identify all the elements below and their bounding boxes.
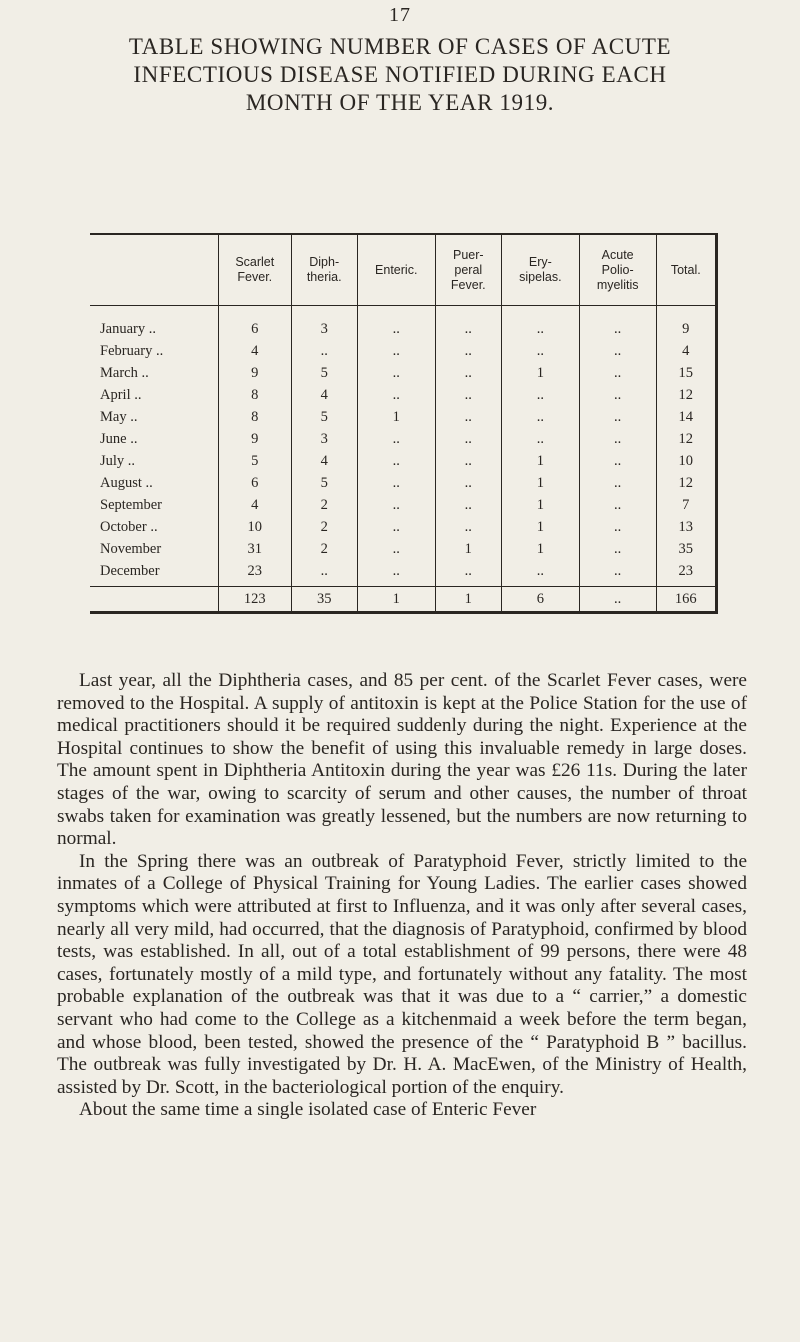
- case-count-cell: 5: [219, 450, 292, 472]
- case-count-cell: ..: [579, 340, 656, 362]
- table-row: [90, 494, 717, 516]
- case-count-cell: ..: [357, 306, 435, 341]
- case-count-cell: 4: [219, 494, 292, 516]
- case-count-cell: ..: [579, 494, 656, 516]
- table-row: [90, 516, 717, 538]
- column-header-line: Fever.: [450, 277, 486, 292]
- case-count-cell: ..: [501, 406, 579, 428]
- case-count-cell: ..: [435, 428, 501, 450]
- table-row: [90, 560, 717, 587]
- month-cell: February ..: [100, 342, 164, 359]
- case-count-cell: 5: [291, 472, 357, 494]
- total-cell: 35: [291, 587, 357, 613]
- case-count-cell: ..: [501, 306, 579, 341]
- table-body: [90, 306, 717, 613]
- case-count-cell: ..: [357, 472, 435, 494]
- case-count-cell: ..: [435, 406, 501, 428]
- case-count-cell: ..: [579, 516, 656, 538]
- total-cell: ..: [579, 587, 656, 613]
- total-cell: 1: [435, 587, 501, 613]
- total-cell: 1: [357, 587, 435, 613]
- case-count-cell: 5: [291, 362, 357, 384]
- case-count-cell: 23: [656, 560, 716, 587]
- column-header-line: Polio-: [601, 262, 634, 277]
- case-count-cell: 12: [656, 384, 716, 406]
- body-text: [57, 670, 747, 1122]
- case-count-cell: 8: [219, 384, 292, 406]
- table-row: [90, 450, 717, 472]
- case-count-cell: ..: [357, 538, 435, 560]
- column-header-line: Scarlet: [235, 255, 275, 269]
- case-count-cell: 1: [501, 472, 579, 494]
- case-count-cell: ..: [357, 450, 435, 472]
- case-count-cell: ..: [435, 362, 501, 384]
- totals-label-cell: [90, 587, 219, 613]
- table-row: [90, 428, 717, 450]
- column-header-line: Fever.: [237, 270, 273, 284]
- case-count-cell: 2: [291, 494, 357, 516]
- month-cell: August ..: [100, 474, 153, 491]
- case-count-cell: 4: [291, 450, 357, 472]
- column-header: [219, 234, 292, 306]
- column-header: [435, 234, 501, 306]
- case-count-cell: 14: [656, 406, 716, 428]
- page-number: 17: [389, 4, 411, 26]
- totals-row: [90, 587, 717, 613]
- table-row: [90, 306, 717, 341]
- case-count-cell: 1: [501, 450, 579, 472]
- column-header-line: myelitis: [596, 277, 639, 292]
- month-cell: October ..: [100, 518, 158, 535]
- case-count-cell: ..: [357, 340, 435, 362]
- case-count-cell: 12: [656, 428, 716, 450]
- case-count-cell: 1: [501, 516, 579, 538]
- column-header-line: Diph-: [309, 255, 340, 269]
- column-header: [501, 234, 579, 306]
- case-count-cell: ..: [579, 428, 656, 450]
- table-row: [90, 384, 717, 406]
- column-header: [656, 234, 716, 306]
- case-count-cell: 1: [501, 362, 579, 384]
- case-count-cell: ..: [357, 384, 435, 406]
- table-row: [90, 362, 717, 384]
- case-count-cell: ..: [435, 472, 501, 494]
- column-header-line: Enteric.: [375, 262, 418, 277]
- case-count-cell: ..: [579, 306, 656, 341]
- case-count-cell: ..: [579, 472, 656, 494]
- page-title: [60, 33, 740, 117]
- column-header-line: Acute: [601, 247, 634, 262]
- month-cell: June ..: [100, 430, 138, 447]
- case-count-cell: 13: [656, 516, 716, 538]
- case-count-cell: ..: [357, 516, 435, 538]
- case-count-cell: ..: [357, 494, 435, 516]
- month-cell: May ..: [100, 408, 138, 425]
- total-cell: 166: [656, 587, 716, 613]
- case-count-cell: 15: [656, 362, 716, 384]
- case-count-cell: 8: [219, 406, 292, 428]
- case-count-cell: ..: [435, 340, 501, 362]
- total-cell: 6: [501, 587, 579, 613]
- table-row: [90, 406, 717, 428]
- paragraph: In the Spring there was an outbreak of Paratyphoid Fever, strictly limited to the inmates of a College of Physical Training for Young Ladies. The earlier cases showed symptoms which were attributed at first to Influenza, and it was only after several cases, nearly all very mild, had occurred, that the diagnosis of Paratyphoid, confirmed by blood tests, was established. In all, out of a total establishment of 99 persons, there were 48 cases, fortunately mostly of a mild type, and fortunately without any fatality. The most probable explanation of the outbreak was that it was due to a “ carrier,” a domestic servant who had come to the College as a kitchenmaid a week before the term began, and whose blood, been tested, showed the presence of the “ Paratyphoid B ” bacillus. The outbreak was fully investigated by Dr. H. A. MacEwen, of the Ministry of Health, assisted by Dr. Scott, in the bacteriological portion of the enquiry.: [57, 850, 747, 1098]
- column-header: [291, 234, 357, 306]
- column-header-line: theria.: [306, 270, 342, 284]
- case-count-cell: 6: [219, 306, 292, 341]
- case-count-cell: 1: [435, 538, 501, 560]
- column-header: [357, 234, 435, 306]
- case-count-cell: ..: [579, 362, 656, 384]
- table-row: [90, 538, 717, 560]
- case-count-cell: ..: [501, 384, 579, 406]
- case-count-cell: ..: [357, 362, 435, 384]
- case-count-cell: 1: [357, 406, 435, 428]
- paragraph: About the same time a single isolated case of Enteric Fever: [79, 1099, 537, 1121]
- case-count-cell: 6: [219, 472, 292, 494]
- case-count-cell: ..: [357, 560, 435, 587]
- case-count-cell: 1: [501, 538, 579, 560]
- case-count-cell: ..: [435, 384, 501, 406]
- case-count-cell: 31: [219, 538, 292, 560]
- infectious-disease-table: [90, 233, 718, 614]
- table-row: [90, 340, 717, 362]
- case-count-cell: 4: [656, 340, 716, 362]
- case-count-cell: 5: [291, 406, 357, 428]
- case-count-cell: 7: [656, 494, 716, 516]
- column-header-line: sipelas.: [519, 270, 562, 284]
- month-cell: September: [100, 496, 163, 513]
- column-header-line: peral: [454, 262, 483, 277]
- case-count-cell: 1: [501, 494, 579, 516]
- case-count-cell: 12: [656, 472, 716, 494]
- case-count-cell: 4: [291, 384, 357, 406]
- column-header-line: Ery-: [528, 255, 552, 269]
- case-count-cell: 10: [656, 450, 716, 472]
- table-row: [90, 472, 717, 494]
- month-cell: December: [100, 562, 160, 579]
- column-header: [579, 234, 656, 306]
- month-cell: July ..: [100, 452, 136, 469]
- case-count-cell: ..: [435, 560, 501, 587]
- case-count-cell: ..: [291, 340, 357, 362]
- month-cell: April ..: [100, 386, 142, 403]
- column-header-line: Total.: [670, 262, 701, 277]
- case-count-cell: 35: [656, 538, 716, 560]
- paragraph: Last year, all the Diphtheria cases, and 85 per cent. of the Scarlet Fever cases, were removed to the Hospital. A supply of antitoxin is kept at the Police Station for the use of medical practitioners should it be required suddenly during the night. Experience at the Hospital continues to show the benefit of using this invaluable remedy in large doses. The amount spent in Diphtheria Antitoxin during the year was £26 11s. During the later stages of the war, owing to scarcity of serum and other causes, the number of throat swabs taken for examination was greatly lessened, but the numbers are now returning to normal.: [57, 670, 747, 850]
- case-count-cell: ..: [579, 450, 656, 472]
- title-line: INFECTIOUS DISEASE NOTIFIED DURING EACH: [133, 62, 667, 87]
- case-count-cell: 2: [291, 538, 357, 560]
- case-count-cell: ..: [435, 306, 501, 341]
- case-count-cell: 23: [219, 560, 292, 587]
- case-count-cell: ..: [579, 560, 656, 587]
- column-header-line: Puer-: [453, 247, 484, 262]
- case-count-cell: ..: [435, 494, 501, 516]
- case-count-cell: 10: [219, 516, 292, 538]
- month-cell: January ..: [100, 320, 156, 337]
- case-count-cell: ..: [579, 406, 656, 428]
- case-count-cell: 9: [219, 362, 292, 384]
- case-count-cell: ..: [501, 428, 579, 450]
- case-count-cell: 3: [291, 428, 357, 450]
- case-count-cell: ..: [357, 428, 435, 450]
- case-count-cell: ..: [435, 516, 501, 538]
- case-count-cell: ..: [579, 538, 656, 560]
- case-count-cell: ..: [501, 340, 579, 362]
- title-line: TABLE SHOWING NUMBER OF CASES OF ACUTE: [128, 34, 672, 59]
- table-corner-cell: [90, 234, 219, 306]
- case-count-cell: 4: [219, 340, 292, 362]
- title-line: MONTH OF THE YEAR 1919.: [245, 90, 555, 115]
- case-count-cell: 3: [291, 306, 357, 341]
- month-cell: March ..: [100, 364, 149, 381]
- case-count-cell: 9: [656, 306, 716, 341]
- total-cell: 123: [219, 587, 292, 613]
- case-count-cell: ..: [435, 450, 501, 472]
- case-count-cell: 9: [219, 428, 292, 450]
- case-count-cell: ..: [501, 560, 579, 587]
- case-count-cell: 2: [291, 516, 357, 538]
- case-count-cell: ..: [579, 384, 656, 406]
- table-header-row: [90, 234, 717, 306]
- month-cell: November: [100, 540, 162, 557]
- case-count-cell: ..: [291, 560, 357, 587]
